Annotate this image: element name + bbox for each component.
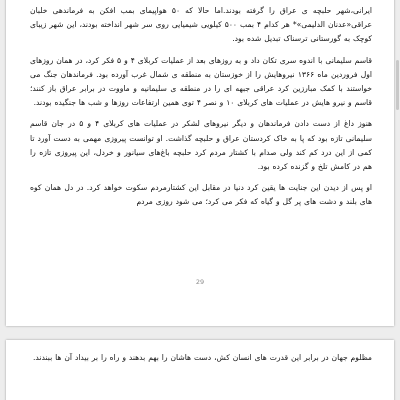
scrollbar-thumb[interactable] bbox=[396, 60, 399, 110]
paragraph: او پس از دیدن این جنایت ها یقین کرد دنیا در مقابل این کشتارمردم سکوت خواهد کرد. در دل همان کوه های بلند و دشت های پر گل و گیاه که فکر می کرد؛ می شود روزی مردم bbox=[30, 183, 372, 207]
page-body bbox=[30, 351, 372, 372]
paragraph: ایرانی،شهر حلبچه ی عراق را گرفته بودند.اما حالا که ۵۰ هواپیمای بمب افکن به فرماندهی خلبان عراقی«عدنان الدلیمی»* هر کدام ۴ بمب ۵۰۰ کیلویی شیمیایی روی سر شهر انداخته بودند، این شهر زیبای کوچک به گورستانی ترسناک تبدیل شده بود. bbox=[30, 6, 372, 44]
document-page bbox=[6, 0, 394, 326]
page-number: 29 bbox=[195, 278, 205, 286]
document-page bbox=[6, 340, 394, 400]
paragraph: قاسم سلیمانی با اندوه سری تکان داد و به روزهای بعد از عملیات کربلای ۴ و ۵ فکر کرد، در همان روزهای اول فروردین ماه ۱۳۶۶ نیروهایش را از خوزستان به منطقه ی شمال غرب آورده بود. فرماندهان جنگ می خواستند با کمک مبارزین کرد عراقی جبهه ای را در منطقه ی سلیمانیه و ماووت در برابر عراق باز کنند؛ قاسم و نیرو هایش در عملیات های کربلای ۱۰ و نصر ۴ توی همین ارتفاعات روزها و شب ها جنگیده بودند. bbox=[30, 55, 372, 108]
scrollbar[interactable] bbox=[395, 0, 400, 400]
paragraph: مظلوم جهان در برابر این قدرت های انسان کش، دست هاشان را بهم بدهند و راه را بر بیداد آن ها ببندند. bbox=[33, 353, 372, 362]
paragraph: هنوز داغ از دست دادن فرماندهان و دیگر نیروهای لشکر در عملیات های کربلای ۴ و ۵ در جان قاسم سلیمانی تازه بود که پا به خاک کردستان عراق و حلبچه گذاشت. او توانست پیروزی مهمی به دست آورد تا کمی از این درد کم کند ولی صدام با کشتار مردم کرد حلبچه باغ‌های سیانور و خردل، این پیروزی تازه را هم در کامش تلخ و گزنده کرده بود. bbox=[30, 119, 372, 172]
page-body bbox=[30, 4, 372, 217]
